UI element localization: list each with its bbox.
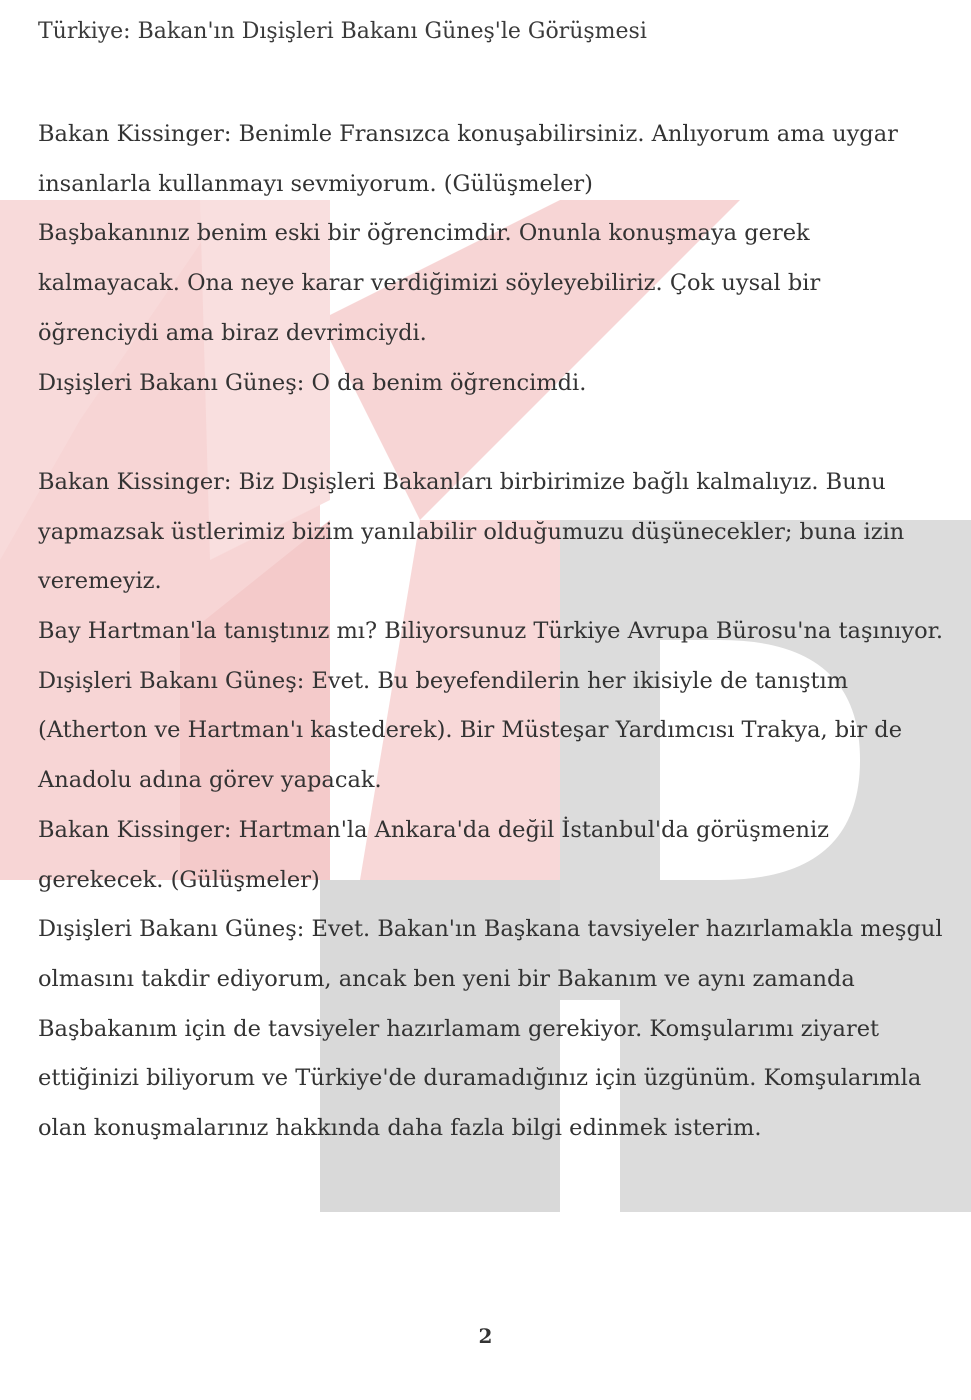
paragraph: Bay Hartman'la tanıştınız mı? Biliyorsunuz Türkiye Avrupa Bürosu'na taşınıyor. (38, 618, 944, 645)
paragraph: Başbakanınız benim eski bir öğrencimdir. Onunla konuşmaya gerek kalmayacak. Ona neye karar verdiğimizi söyleyebiliriz. Çok uysal bir öğrenciydi ama biraz devrimciydi. (38, 220, 821, 346)
paragraph: Dışişleri Bakanı Güneş: O da benim öğrencimdi. (38, 369, 587, 396)
paragraph: Dışişleri Bakanı Güneş: Evet. Bu beyefendilerin her ikisiyle de tanıştım (Atherton ve Hartman'ı kastederek). Bir Müsteşar Yardımcısı Trakya, bir de Anadolu adına görev yapacak. (38, 667, 903, 794)
document-body (38, 110, 948, 1154)
document-title: Türkiye: Bakan'ın Dışişleri Bakanı Güneş'le Görüşmesi (38, 19, 647, 44)
paragraph: Bakan Kissinger: Hartman'la Ankara'da değil İstanbul'da görüşmeniz gerekecek. (Gülüşmeler) (38, 816, 829, 893)
page-number: 2 (478, 1324, 493, 1348)
paragraph: Dışişleri Bakanı Güneş: Evet. Bakan'ın Başkana tavsiyeler hazırlamakla meşgul olmasını takdir ediyorum, ancak ben yeni bir Bakanım ve aynı zamanda Başbakanım için de tavsiyeler hazırlamam gerekiyor. Komşularımı ziyaret ettiğinizi biliyorum ve Türkiye'de duramadığınız için üzgünüm. Komşularımla olan konuşmalarınız hakkında daha fazla bilgi edinmek isterim. (38, 916, 943, 1142)
paragraph: Bakan Kissinger: Benimle Fransızca konuşabilirsiniz. Anlıyorum ama uygar insanlarla kullanmayı sevmiyorum. (Gülüşmeler) (38, 121, 898, 197)
paragraph: Bakan Kissinger: Biz Dışişleri Bakanları birbirimize bağlı kalmalıyız. Bunu yapmazsak üstlerimiz bizim yanılabilir olduğumuzu düşünecekler; buna izin veremeyiz. (38, 468, 905, 595)
